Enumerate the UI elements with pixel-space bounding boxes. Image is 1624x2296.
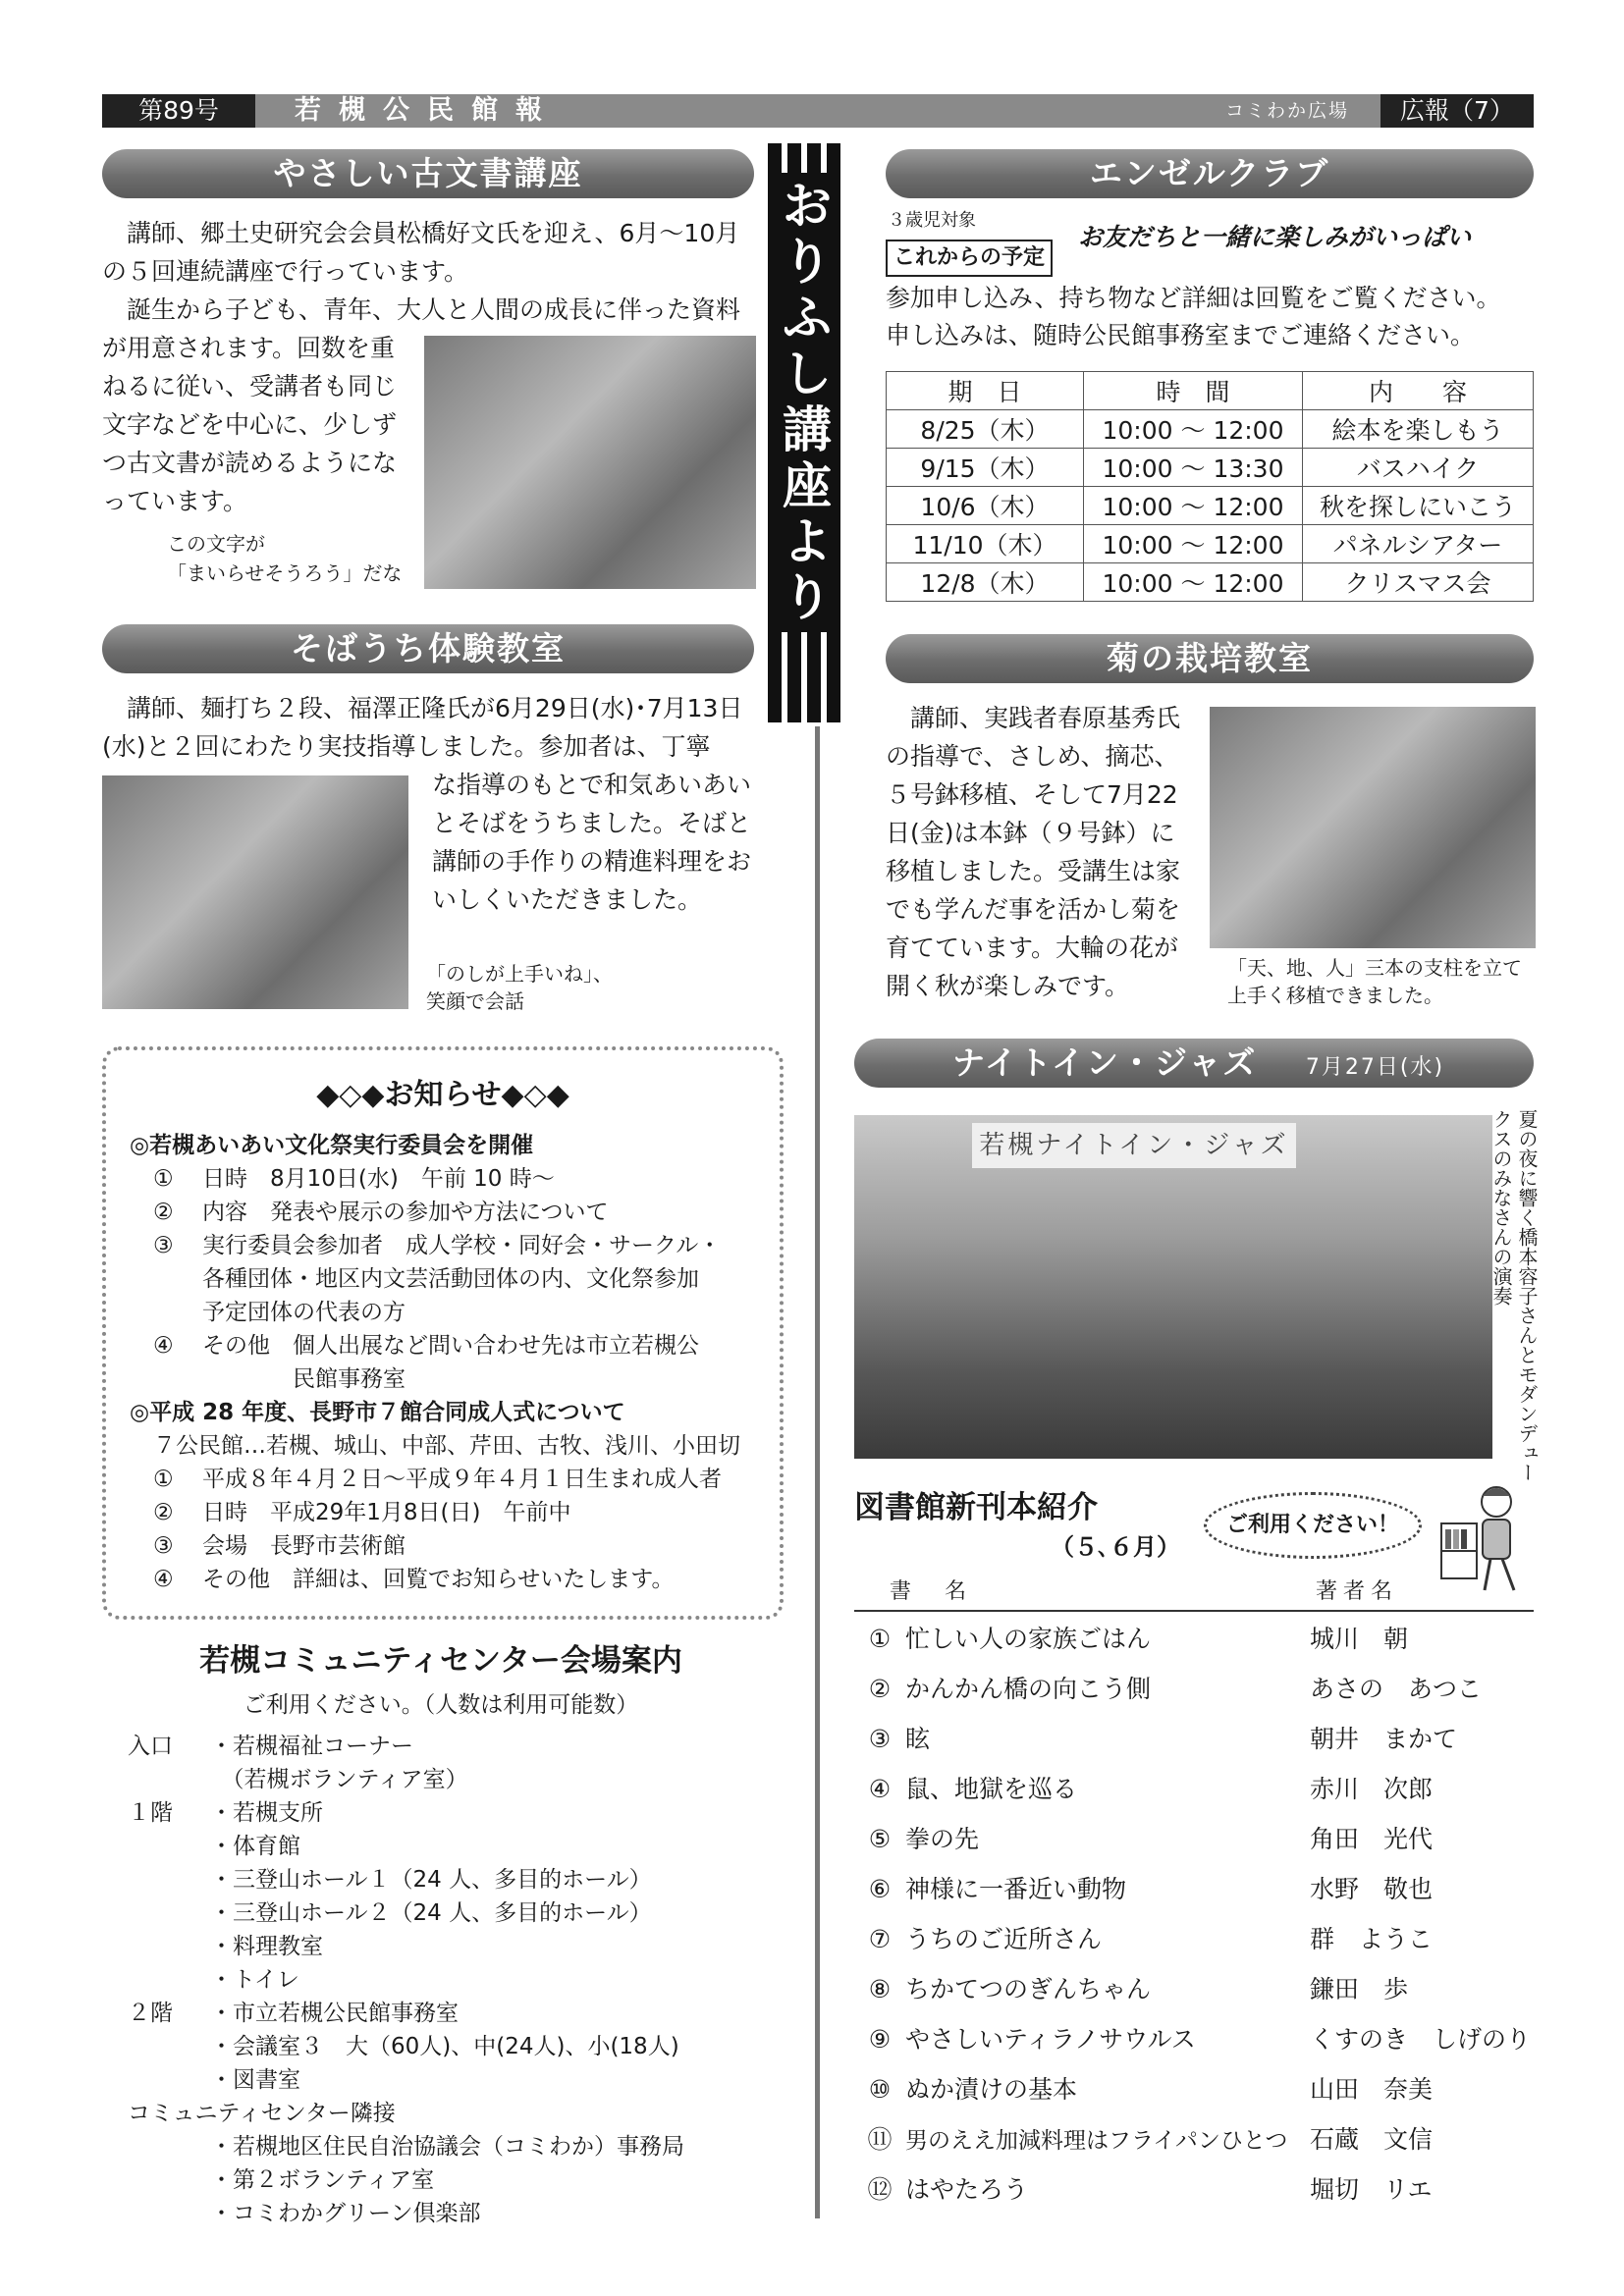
library-title: 図書館新刊本紹介 [854, 1490, 1098, 1525]
angel-slogan: お友だちと一緒に楽しみがいっぱい [1078, 223, 1472, 251]
list-item [854, 1814, 1534, 1864]
content-cell: パネルシアター [1303, 525, 1534, 563]
time-cell: 10:00 〜 12:00 [1084, 410, 1303, 449]
sobauchi-photo [102, 775, 408, 1009]
sobauchi-caption-1: 「のしが上手いね」、 [426, 962, 613, 986]
book-title: うちのご近所さん [905, 1925, 1103, 1953]
book-title: 眩 [905, 1725, 931, 1753]
list-item [128, 1763, 776, 1796]
angel-target: ３歳児対象 [888, 210, 976, 231]
list-item [854, 1614, 1534, 1664]
list-item [153, 1229, 762, 1262]
book-author: 城川 朝 [1310, 1625, 1409, 1653]
list-item [854, 2014, 1534, 2064]
item-number: ② [153, 1200, 174, 1225]
list-item [854, 1964, 1534, 2014]
list-item [128, 1830, 776, 1863]
issue-number: 第89号 [102, 94, 255, 128]
book-title: 鼠、地獄を巡る [905, 1775, 1078, 1803]
notice-title: ◆◇◆お知らせ◆◇◆ [316, 1078, 569, 1112]
library-book-list [854, 1614, 1534, 2215]
list-item [854, 1764, 1534, 1814]
book-author: 水野 敬也 [1310, 1875, 1434, 1903]
item-text: 日時 8月10日(水) 午前 10 時〜 [202, 1166, 555, 1192]
kobunsho-paragraph-2b: が用意されます。回数を重ねるに従い、受講者も同じ文字などを中心に、少しずつ古文書が読めるようになっています。 [102, 334, 398, 515]
column-header: 内 容 [1303, 372, 1534, 410]
list-item [854, 1664, 1534, 1714]
book-title: かんかん橋の向こう側 [905, 1675, 1152, 1703]
library-rule [854, 1610, 1534, 1612]
kobunsho-paragraph-1: 講師、郷土史研究会会員松橋好文氏を迎え、6月〜10月の５回連続講座で行っています。 [102, 219, 740, 286]
angel-line-1: 参加申し込み、持ち物など詳細は回覧をご覧ください。 [886, 284, 1501, 312]
librarian-illustration [1435, 1480, 1534, 1598]
book-author: あさの あつこ [1310, 1675, 1483, 1703]
item-text: 日時 平成29年1月8日(日) 午前中 [202, 1500, 571, 1525]
jazz-date: 7月27日(水) [1305, 1055, 1445, 1080]
book-title: 拳の先 [905, 1825, 980, 1853]
column-divider [815, 726, 820, 2218]
book-number: ⑩ [868, 2075, 892, 2104]
book-author: 群 ようこ [1310, 1925, 1434, 1953]
table-row [887, 410, 1534, 449]
book-author: くすのき しげのり [1310, 2025, 1532, 2054]
list-item [128, 2030, 776, 2063]
kiku-caption-1: 「天、地、人」三本の支柱を立て [1227, 956, 1522, 980]
item-text: 民館事務室 [202, 1366, 406, 1392]
content-cell: バスハイク [1303, 449, 1534, 487]
book-author: 鎌田 歩 [1310, 1975, 1409, 2003]
book-author: 角田 光代 [1310, 1825, 1434, 1853]
kobunsho-caption-2: 「まいらせそうろう」だな [167, 561, 403, 585]
table-row [887, 525, 1534, 563]
list-item [153, 1329, 762, 1362]
sobauchi-heading: そばうち体験教室 [102, 624, 754, 673]
list-item [854, 1864, 1534, 1914]
item-text: 会場 長野市芸術館 [202, 1533, 406, 1559]
item-number: ④ [153, 1567, 174, 1592]
list-item [128, 1896, 776, 1930]
room-name: ・図書室 [210, 2067, 300, 2093]
book-title: 神様に一番近い動物 [905, 1875, 1127, 1903]
list-item [854, 1914, 1534, 1964]
list-item [128, 1963, 776, 1997]
notice-section-1-title: ◎若槻あいあい文化祭実行委員会を開催 [130, 1133, 534, 1158]
room-name: ・若槻福祉コーナー [210, 1734, 413, 1759]
jazz-stage-banner: 若槻ナイトイン・ジャズ [972, 1123, 1296, 1168]
list-item [153, 1296, 762, 1329]
list-item [153, 1162, 762, 1196]
list-item [153, 1496, 762, 1529]
kiku-heading: 菊の栽培教室 [886, 634, 1534, 683]
list-item [128, 2097, 776, 2130]
item-number: ④ [153, 1333, 174, 1359]
book-author: 山田 奈美 [1310, 2075, 1434, 2104]
notice-section-2-title: ◎平成 28 年度、長野市７館合同成人式について [130, 1400, 625, 1425]
room-name: ・若槻支所 [210, 1800, 323, 1826]
date-cell: 9/15（木） [887, 449, 1084, 487]
community-subtitle: ご利用ください。（人数は利用可能数） [243, 1692, 639, 1718]
library-bubble: ご利用ください！ [1204, 1492, 1422, 1559]
table-row [887, 449, 1534, 487]
book-author: 堀切 リエ [1310, 2175, 1433, 2204]
book-number: ① [868, 1625, 892, 1653]
table-header-row [887, 372, 1534, 410]
list-item [854, 2114, 1534, 2164]
book-title: 忙しい人の家族ごはん [905, 1625, 1152, 1653]
date-cell: 11/10（木） [887, 525, 1084, 563]
book-number: ⑥ [868, 1875, 892, 1903]
item-text: 予定団体の代表の方 [202, 1300, 406, 1325]
community-list [128, 1730, 776, 2230]
date-cell: 10/6（木） [887, 487, 1084, 525]
item-text: 実行委員会参加者 成人学校・同好会・サークル・ [202, 1233, 722, 1258]
column-header: 期 日 [887, 372, 1084, 410]
list-item [128, 1930, 776, 1963]
book-number: ⑪ [867, 2125, 893, 2154]
item-number: ③ [153, 1533, 174, 1559]
room-name: ・トイレ [210, 1967, 299, 1993]
kiku-caption-2: 上手く移植できました。 [1227, 984, 1443, 1007]
floor-label: １階 [128, 1800, 173, 1826]
time-cell: 10:00 〜 13:30 [1084, 449, 1303, 487]
community-title: 若槻コミュニティセンター会場案内 [199, 1643, 682, 1679]
date-cell: 8/25（木） [887, 410, 1084, 449]
list-item [128, 2197, 776, 2230]
kiku-paragraph: 講師、実践者春原基秀氏の指導で、さしめ、摘芯、５号鉢移植、そして7月22日(金)は本鉢（９号鉢）に移植しました。受講生は家でも学んだ事を活かし菊を育てています。大輪の花が開く秋が楽しみです。 [886, 704, 1181, 1000]
book-number: ⑧ [868, 1975, 892, 2003]
book-number: ③ [868, 1725, 892, 1753]
book-number: ⑦ [868, 1925, 892, 1953]
book-title: ぬか漬けの基本 [905, 2075, 1078, 2104]
kobunsho-paragraph-2a: 誕生から子ども、青年、大人と人間の成長に伴った資料 [127, 295, 741, 324]
sobauchi-paragraph-2: な指導のもとで和気あいあいとそばをうちました。そばと講師の手作りの精進料理をおいしくいただきました。 [432, 771, 752, 914]
item-text: 平成８年４月２日〜平成９年４月１日生まれ成人者 [202, 1467, 722, 1492]
column-header: 時 間 [1084, 372, 1303, 410]
list-item [153, 1196, 762, 1229]
room-name: ・体育館 [210, 1834, 300, 1859]
content-cell: クリスマス会 [1303, 563, 1534, 602]
notice-section-2-list [153, 1463, 762, 1596]
table-row [887, 487, 1534, 525]
date-cell: 12/8（木） [887, 563, 1084, 602]
item-number: ③ [153, 1233, 174, 1258]
room-name: （若槻ボランティア室） [210, 1767, 468, 1792]
section-label: コミわか広場 [1225, 100, 1350, 122]
list-item [153, 1529, 762, 1563]
table-row [887, 563, 1534, 602]
page-number: 広報（7） [1380, 94, 1534, 128]
jazz-heading [854, 1039, 1534, 1088]
book-author: 赤川 次郎 [1310, 1775, 1434, 1803]
angel-schedule-table [886, 371, 1534, 602]
list-item [153, 1563, 762, 1596]
angel-plan-label: これからの予定 [886, 240, 1053, 277]
room-name: ・第２ボランティア室 [210, 2167, 435, 2193]
item-number: ① [153, 1467, 174, 1492]
list-item [128, 1863, 776, 1896]
room-name: ・会議室３ 大（60人)、中(24人)、小(18人) [210, 2034, 679, 2059]
book-title: 男のええ加減料理はフライパンひとつ [905, 2128, 1288, 2154]
list-item [153, 1262, 762, 1296]
item-text: 内容 発表や展示の参加や方法について [202, 1200, 609, 1225]
room-name: ・三登山ホール２（24 人、多目的ホール） [210, 1900, 652, 1926]
content-cell: 秋を探しにいこう [1303, 487, 1534, 525]
list-item [153, 1463, 762, 1496]
time-cell: 10:00 〜 12:00 [1084, 525, 1303, 563]
jazz-caption: 夏の夜に響く橋本容子さんとモダンデュークスのみなさんの演奏 [1489, 1109, 1539, 1482]
kobunsho-heading: やさしい古文書講座 [102, 149, 754, 198]
book-title: ちかてつのぎんちゃん [905, 1975, 1152, 2003]
kiku-photo [1210, 707, 1536, 948]
sobauchi-caption-2: 笑顔で会話 [426, 989, 524, 1013]
book-number: ⑫ [867, 2175, 893, 2204]
book-author: 朝井 まかて [1310, 1725, 1458, 1753]
book-number: ② [868, 1675, 892, 1703]
room-name: ・料理教室 [210, 1934, 323, 1959]
room-name: ・若槻地区住民自治協議会（コミわか）事務局 [210, 2134, 684, 2160]
item-text: その他 個人出展など問い合わせ先は市立若槻公 [202, 1333, 699, 1359]
kobunsho-photo [424, 336, 756, 589]
list-item [854, 2064, 1534, 2114]
floor-label: コミュニティセンター隣接 [128, 2101, 396, 2126]
time-cell: 10:00 〜 12:00 [1084, 563, 1303, 602]
book-title: はやたろう [905, 2175, 1029, 2204]
list-item [153, 1362, 762, 1396]
list-item [128, 1730, 776, 1763]
list-item [128, 2163, 776, 2197]
vertical-title: お り ふ し 講 座 よ り [782, 173, 833, 632]
list-item [854, 1714, 1534, 1764]
kobunsho-caption-1: この文字が [167, 532, 265, 556]
item-number: ① [153, 1166, 174, 1192]
col-book-header: 書 名 [890, 1579, 973, 1604]
room-name: ・コミわかグリーン倶楽部 [210, 2201, 481, 2226]
sobauchi-paragraph-1: 講師、麺打ち２段、福澤正隆氏が6月29日(水)･7月13日(水)と２回にわたり実技指導しました。参加者は、丁寧 [102, 694, 743, 761]
notice-section-1-list [153, 1162, 762, 1396]
angel-heading: エンゼルクラブ [886, 149, 1534, 198]
book-author: 石蔵 文信 [1310, 2125, 1434, 2154]
book-number: ⑤ [868, 1825, 892, 1853]
room-name: ・市立若槻公民館事務室 [210, 2001, 459, 2026]
list-item [128, 1796, 776, 1830]
book-number: ⑨ [868, 2025, 892, 2054]
list-item [128, 2130, 776, 2163]
item-number: ② [153, 1500, 174, 1525]
book-title: やさしいティラノサウルス [905, 2025, 1196, 2054]
notice-section-2-subtitle: ７公民館…若槻、城山、中部、芹田、古牧、浅川、小田切 [153, 1433, 740, 1459]
floor-label: 入口 [128, 1734, 173, 1759]
item-text: その他 詳細は、回覧でお知らせいたします。 [202, 1567, 675, 1592]
list-item [854, 2164, 1534, 2215]
room-name: ・三登山ホール１（24 人、多目的ホール） [210, 1867, 652, 1893]
angel-line-2: 申し込みは、随時公民館事務室までご連絡ください。 [886, 321, 1476, 349]
newsletter-title: 若槻公民館報 [295, 95, 560, 126]
col-author-header: 著者名 [1316, 1579, 1399, 1604]
library-subtitle: （５､６月） [1051, 1533, 1180, 1561]
item-text: 各種団体・地区内文芸活動団体の内、文化祭参加 [202, 1266, 699, 1292]
list-item [128, 2063, 776, 2097]
jazz-title: ナイトイン・ジャズ [952, 1043, 1258, 1082]
content-cell: 絵本を楽しもう [1303, 410, 1534, 449]
time-cell: 10:00 〜 12:00 [1084, 487, 1303, 525]
list-item [128, 1997, 776, 2030]
floor-label: ２階 [128, 2001, 173, 2026]
book-number: ④ [868, 1775, 892, 1803]
